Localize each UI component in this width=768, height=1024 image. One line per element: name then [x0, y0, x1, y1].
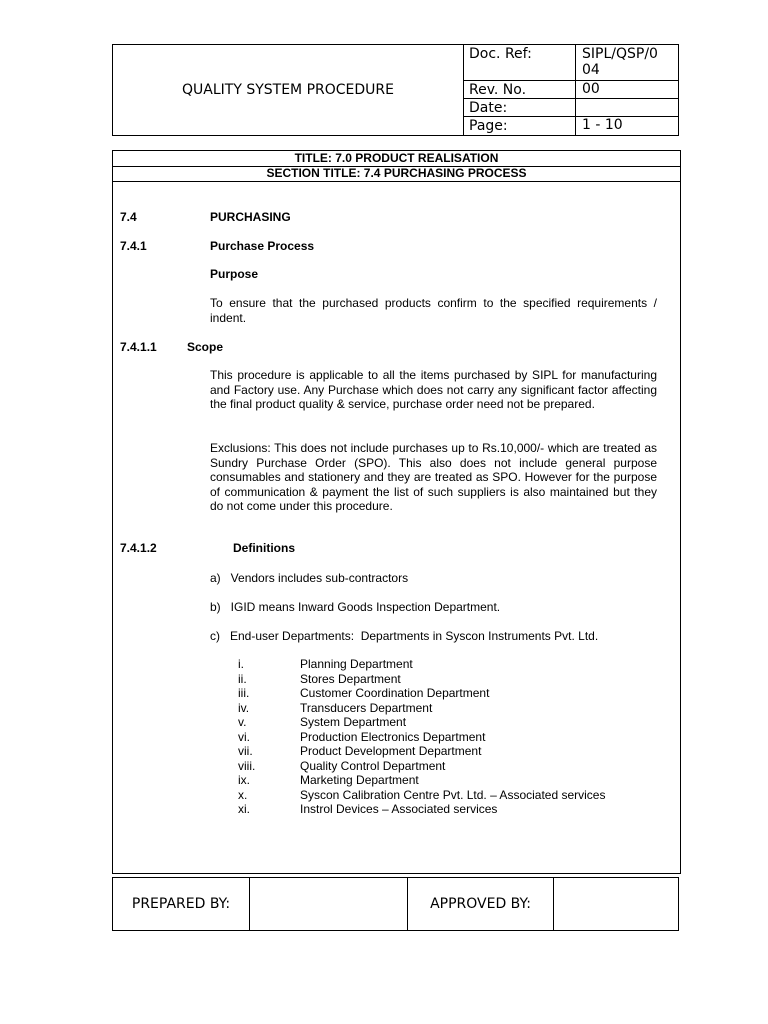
doc-ref-row	[463, 45, 678, 81]
list-item: Stores Department	[300, 671, 401, 686]
scope-paragraph: This procedure is applicable to all the items purchased by SIPL for manufacturing and Factory use. Any Purchase which does not carry any significant factor affecting the final product quality & service, purchase order need not be prepared.	[210, 368, 657, 411]
section-7-4-1-heading: Purchase Process	[210, 239, 315, 253]
date-value	[576, 99, 678, 116]
section-7-4-1-number: 7.4.1	[120, 239, 147, 253]
definition-b: b) IGID means Inward Goods Inspection Department.	[210, 600, 501, 614]
list-item: Instrol Devices – Associated services	[300, 802, 498, 816]
scope-heading: Scope	[187, 340, 224, 354]
list-item: Product Development Department	[300, 744, 482, 758]
list-item-number: viii.	[238, 758, 256, 773]
list-item: Marketing Department	[300, 773, 419, 787]
rev-no-value: 00	[582, 81, 600, 97]
list-item-number: xi.	[238, 802, 250, 816]
doc-title: TITLE: 7.0 PRODUCT REALISATION	[113, 151, 680, 167]
definition-c: c) End-user Departments: Departments in Syscon Instruments Pvt. Ltd.	[210, 629, 599, 643]
list-item-number: iv.	[238, 700, 250, 715]
list-item-number: ii.	[238, 671, 247, 686]
list-item-number: x.	[238, 787, 248, 802]
list-item: Quality Control Department	[300, 758, 446, 773]
section-7-4-number: 7.4	[120, 210, 137, 224]
rev-no-row	[463, 81, 678, 99]
doc-ref-label: Doc. Ref:	[463, 45, 576, 80]
list-item: Customer Coordination Department	[300, 686, 490, 700]
list-item: Syscon Calibration Centre Pvt. Ltd. – Associated services	[300, 787, 606, 802]
rev-no-label: Rev. No.	[463, 81, 576, 98]
approved-by-field[interactable]	[554, 878, 678, 930]
approved-by-label: APPROVED BY:	[408, 878, 554, 930]
section-title: SECTION TITLE: 7.4 PURCHASING PROCESS	[113, 166, 680, 182]
list-item: System Department	[300, 715, 407, 729]
prepared-by-label: PREPARED BY:	[113, 878, 250, 930]
list-item-number: iii.	[238, 686, 250, 700]
section-7-4-1-1-number: 7.4.1.1	[120, 340, 157, 354]
list-item-number: ix.	[238, 773, 250, 787]
list-item-number: i.	[238, 657, 244, 671]
purpose-heading: Purpose	[210, 267, 259, 281]
list-item: Production Electronics Department	[300, 729, 486, 744]
document-header	[112, 44, 679, 136]
list-item-number: vii.	[238, 744, 253, 758]
section-7-4-1-2-number: 7.4.1.2	[120, 541, 157, 555]
page-row	[463, 117, 678, 135]
procedure-title: QUALITY SYSTEM PROCEDURE	[113, 45, 464, 135]
doc-ref-value: SIPL/QSP/0 04	[582, 46, 658, 78]
list-item-number: vi.	[238, 729, 250, 744]
section-7-4-heading: PURCHASING	[210, 210, 291, 224]
exclusions-paragraph: Exclusions: This does not include purchases up to Rs.10,000/- which are treated as Sundry Purchase Order (SPO). This also does not include general purpose consumables and stationery and they are treated as SPO. However for the purpose of communication & payment the list of such suppliers is also maintained but they do not come under this procedure.	[210, 441, 657, 513]
prepared-by-field[interactable]	[250, 878, 408, 930]
definitions-heading: Definitions	[233, 541, 295, 555]
date-label: Date:	[463, 99, 576, 116]
list-item: Planning Department	[300, 657, 413, 671]
page-label: Page:	[463, 117, 576, 135]
approval-footer	[112, 877, 679, 931]
purpose-text: To ensure that the purchased products confirm to the specified requirements / indent.	[210, 296, 657, 325]
definition-a: a) Vendors includes sub-contractors	[210, 571, 409, 585]
page-value: 1 - 10	[582, 117, 623, 133]
date-row	[463, 99, 678, 117]
list-item-number: v.	[238, 715, 247, 729]
list-item: Transducers Department	[300, 700, 433, 715]
